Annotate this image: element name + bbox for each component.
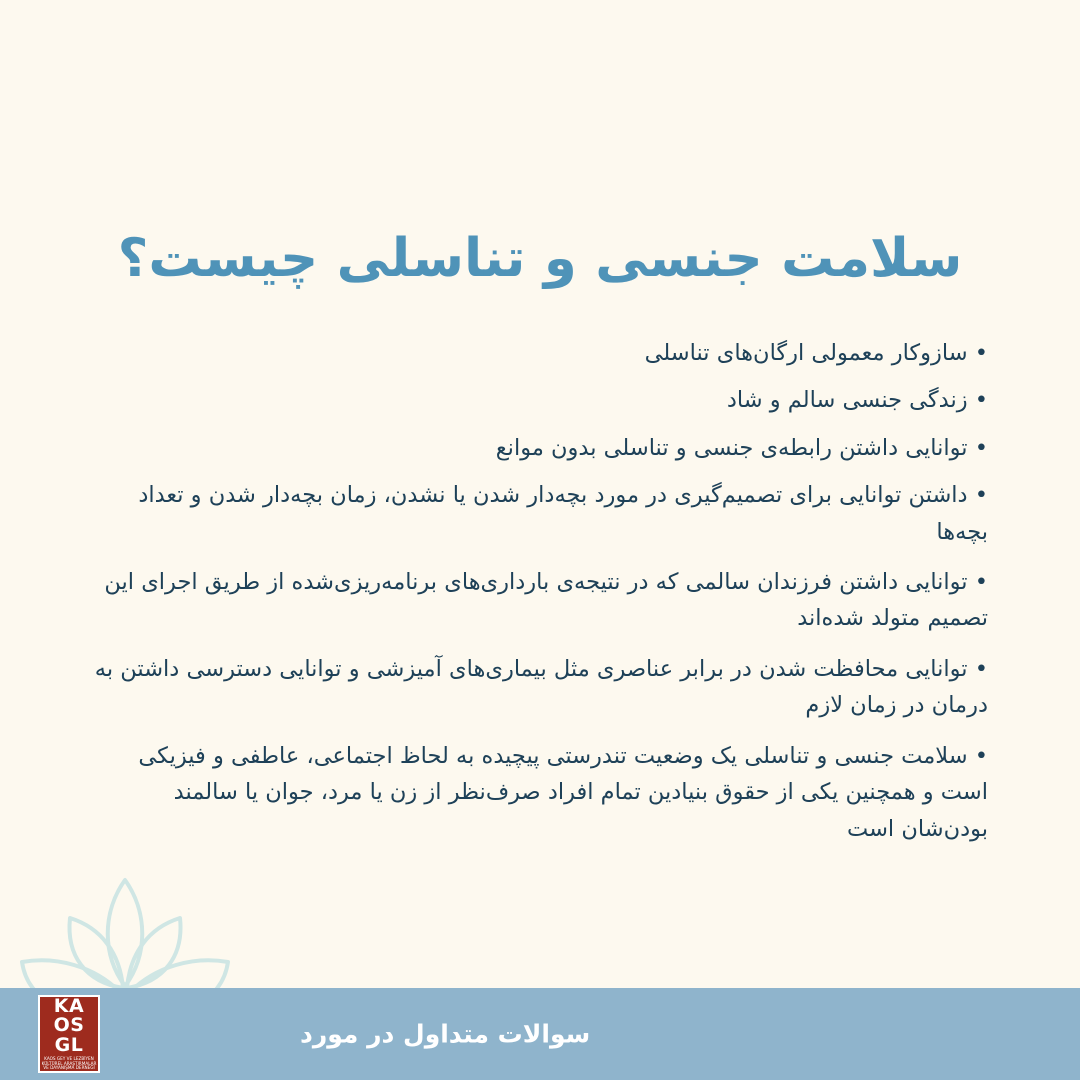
list-item: • توانایی محافظت شدن در برابر عناصری مثل بیماری‌های آمیزشی و توانایی دسترسی داشتن به درمان در زمان لازم — [94, 655, 988, 719]
list-item: • سلامت جنسی و تناسلی یک وضعیت تندرستی پیچیده به لحاظ اجتماعی، عاطفی و فیزیکی است و همچنین یکی از حقوق بنیادین تمام افراد صرف‌نظر از زن یا مرد، جوان یا سالمند بودن‌شان است — [138, 742, 988, 842]
bullet-list — [92, 335, 988, 847]
list-item: • زندگی جنسی سالم و شاد — [726, 387, 988, 414]
page-title: سلامت جنسی و تناسلی چیست؟ — [117, 228, 963, 289]
list-item: • توانایی داشتن فرزندان سالمی که در نتیجه‌ی بارداری‌های برنامه‌ریزی‌شده از طریق اجرای این تصمیم متولد شده‌اند — [104, 569, 988, 632]
logo-line-2: OS — [53, 1014, 85, 1037]
logo-line-3: GL — [54, 1033, 84, 1056]
list-item: • سازوکار معمولی ارگان‌های تناسلی — [644, 339, 988, 366]
footer-caption: سوالات متداول در مورد — [300, 1019, 591, 1049]
logo-line-1: KA — [53, 995, 85, 1018]
footer-bar — [0, 988, 1080, 1080]
list-item: • توانایی داشتن رابطه‌ی جنسی و تناسلی بدون موانع — [495, 434, 988, 461]
kaos-gl-logo — [38, 995, 100, 1073]
list-item: • داشتن توانایی برای تصمیم‌گیری در مورد بچه‌دار شدن یا نشدن، زمان بچه‌دار شدن و تعداد بچه‌ها — [138, 482, 988, 545]
logo-subtext: KAOS GEY VE LEZBİYEN KÜLTÜREL ARAŞTIRMALAR VE DAYANIŞMA DERNEĞİ — [41, 1056, 97, 1071]
